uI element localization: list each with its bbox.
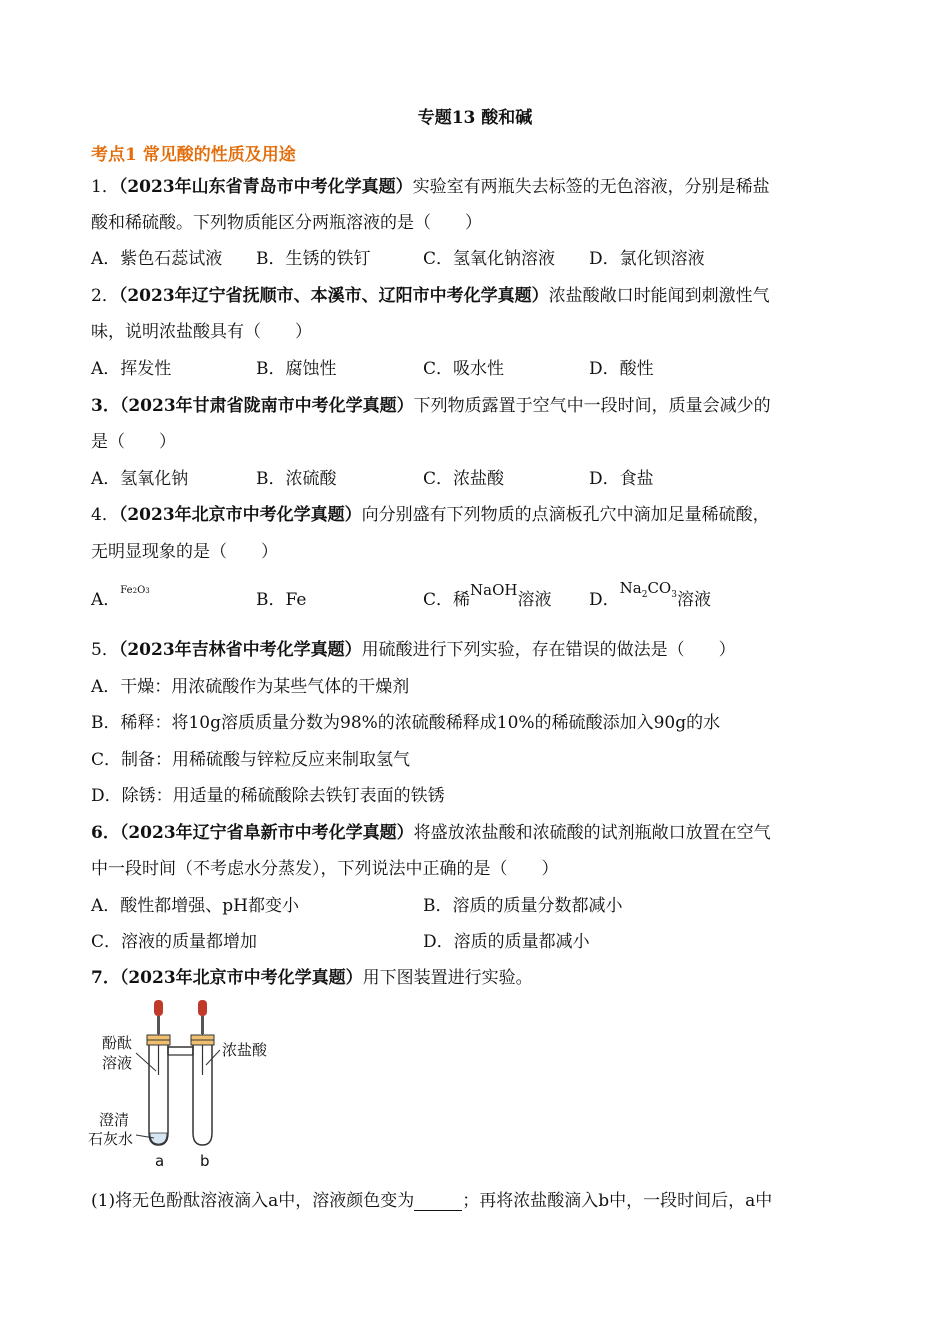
question-3-line-1 xyxy=(91,396,771,416)
question-1-line-2: 酸和稀硫酸。下列物质能区分两瓶溶液的是（ ） xyxy=(91,213,482,233)
formula-na2co3: $Na_2CO_3$ xyxy=(619,579,677,600)
label-limewater-1: 澄清 xyxy=(99,1111,130,1129)
q1-option-c: C．氢氧化钠溶液 xyxy=(423,249,556,269)
q2-option-c: C．吸水性 xyxy=(423,359,505,379)
q2-option-d: D．酸性 xyxy=(589,359,654,379)
question-1-line-1 xyxy=(91,177,770,197)
question-2-line-2: 味，说明浓盐酸具有（ ） xyxy=(91,322,312,342)
q4-option-d: D．$Na_2CO_3$溶液 xyxy=(589,579,711,610)
page-title: 专题13 酸和碱 xyxy=(417,108,533,128)
label-tube-a: a xyxy=(155,1152,165,1170)
question-source: （2023年甘肃省陇南市中考化学真题） xyxy=(119,396,414,416)
q3-option-c: C．浓盐酸 xyxy=(423,469,505,489)
label-phenolphthalein-2: 溶液 xyxy=(102,1054,133,1072)
option-label: A． xyxy=(91,590,121,610)
question-source: （2023年北京市中考化学真题） xyxy=(119,968,363,988)
q5-option-a: A．干燥：用浓硫酸作为某些气体的干燥剂 xyxy=(91,677,410,697)
formula-fe2o3: Fe2O3 xyxy=(120,585,150,596)
question-source: （2023年辽宁省抚顺市、本溪市、辽阳市中考化学真题） xyxy=(118,286,549,306)
question-text: 浓盐酸敞口时能闻到刺激性气 xyxy=(548,286,770,306)
question-6-line-1 xyxy=(91,823,771,843)
label-conc-hcl: 浓盐酸 xyxy=(222,1041,268,1059)
question-3-line-2: 是（ ） xyxy=(91,432,176,452)
question-number: 7． xyxy=(91,968,120,988)
question-number: 4． xyxy=(91,505,119,525)
question-7-line-1 xyxy=(91,968,533,988)
q5-option-b: B．稀释：将10g溶质质量分数为98%的浓硫酸稀释成10%的稀硫酸添加入90g的水 xyxy=(91,713,721,733)
question-7-sub-1: (1)将无色酚酞溶液滴入a中，溶液颜色变为 ；再将浓盐酸滴入b中，一段时间后，a中 xyxy=(91,1191,773,1211)
question-text: 用硫酸进行下列实验，存在错误的做法是（ ） xyxy=(361,640,736,660)
question-4-line-1 xyxy=(91,505,770,525)
question-number: 3． xyxy=(91,396,120,416)
question-number: 5． xyxy=(91,640,119,660)
q1-option-b: B．生锈的铁钉 xyxy=(256,249,371,269)
question-text: 下列物质露置于空气中一段时间，质量会减少的 xyxy=(413,396,771,416)
formula-naoh: NaOH xyxy=(470,581,518,599)
question-number: 1． xyxy=(91,177,119,197)
label-phenolphthalein-1: 酚酞 xyxy=(102,1034,133,1052)
question-2-line-1 xyxy=(91,286,770,306)
q3-option-a: A．氢氧化钠 xyxy=(91,469,189,489)
connecting-tube xyxy=(168,1047,193,1055)
q2-option-a: A．挥发性 xyxy=(91,359,172,379)
question-text: 实验室有两瓶失去标签的无色溶液，分别是稀盐 xyxy=(412,177,770,197)
question-6-line-2: 中一段时间（不考虑水分蒸发），下列说法中正确的是（ ） xyxy=(91,859,559,879)
section-heading: 考点1 常见酸的性质及用途 xyxy=(91,145,296,165)
question-number: 6． xyxy=(91,823,120,843)
q6-option-a: A．酸性都增强、pH都变小 xyxy=(91,896,299,916)
q3-option-d: D．食盐 xyxy=(589,469,654,489)
question-source: （2023年山东省青岛市中考化学真题） xyxy=(118,177,413,197)
question-4-line-2: 无明显现象的是（ ） xyxy=(91,542,278,562)
q4-option-a xyxy=(91,585,150,613)
question-text: 向分别盛有下列物质的点滴板孔穴中滴加足量稀硫酸， xyxy=(361,505,770,525)
question-source: （2023年北京市中考化学真题） xyxy=(118,505,362,525)
label-tube-b: b xyxy=(200,1152,210,1170)
q1-option-a: A．紫色石蕊试液 xyxy=(91,249,223,269)
q4-option-c: C．稀NaOH溶液 xyxy=(423,581,552,610)
q6-option-d: D．溶质的质量都减小 xyxy=(423,932,590,952)
question-5-line-1 xyxy=(91,640,736,660)
q4-option-b: B．Fe xyxy=(256,590,307,610)
question-number: 2． xyxy=(91,286,119,306)
apparatus-figure xyxy=(88,995,288,1170)
answer-blank[interactable] xyxy=(414,1194,462,1211)
q6-option-c: C．溶液的质量都增加 xyxy=(91,932,258,952)
q5-option-c: C．制备：用稀硫酸与锌粒反应来制取氢气 xyxy=(91,750,411,770)
question-source: （2023年吉林省中考化学真题） xyxy=(118,640,362,660)
q2-option-b: B．腐蚀性 xyxy=(256,359,337,379)
question-text: 用下图装置进行实验。 xyxy=(362,968,533,988)
label-limewater-2: 石灰水 xyxy=(88,1130,134,1148)
question-text: 将盛放浓盐酸和浓硫酸的试剂瓶敞口放置在空气 xyxy=(413,823,771,843)
q3-option-b: B．浓硫酸 xyxy=(256,469,337,489)
q6-option-b: B．溶质的质量分数都减小 xyxy=(423,896,623,916)
q5-option-d: D．除锈：用适量的稀硫酸除去铁钉表面的铁锈 xyxy=(91,786,445,806)
q1-option-d: D．氯化钡溶液 xyxy=(589,249,705,269)
question-source: （2023年辽宁省阜新市中考化学真题） xyxy=(119,823,414,843)
